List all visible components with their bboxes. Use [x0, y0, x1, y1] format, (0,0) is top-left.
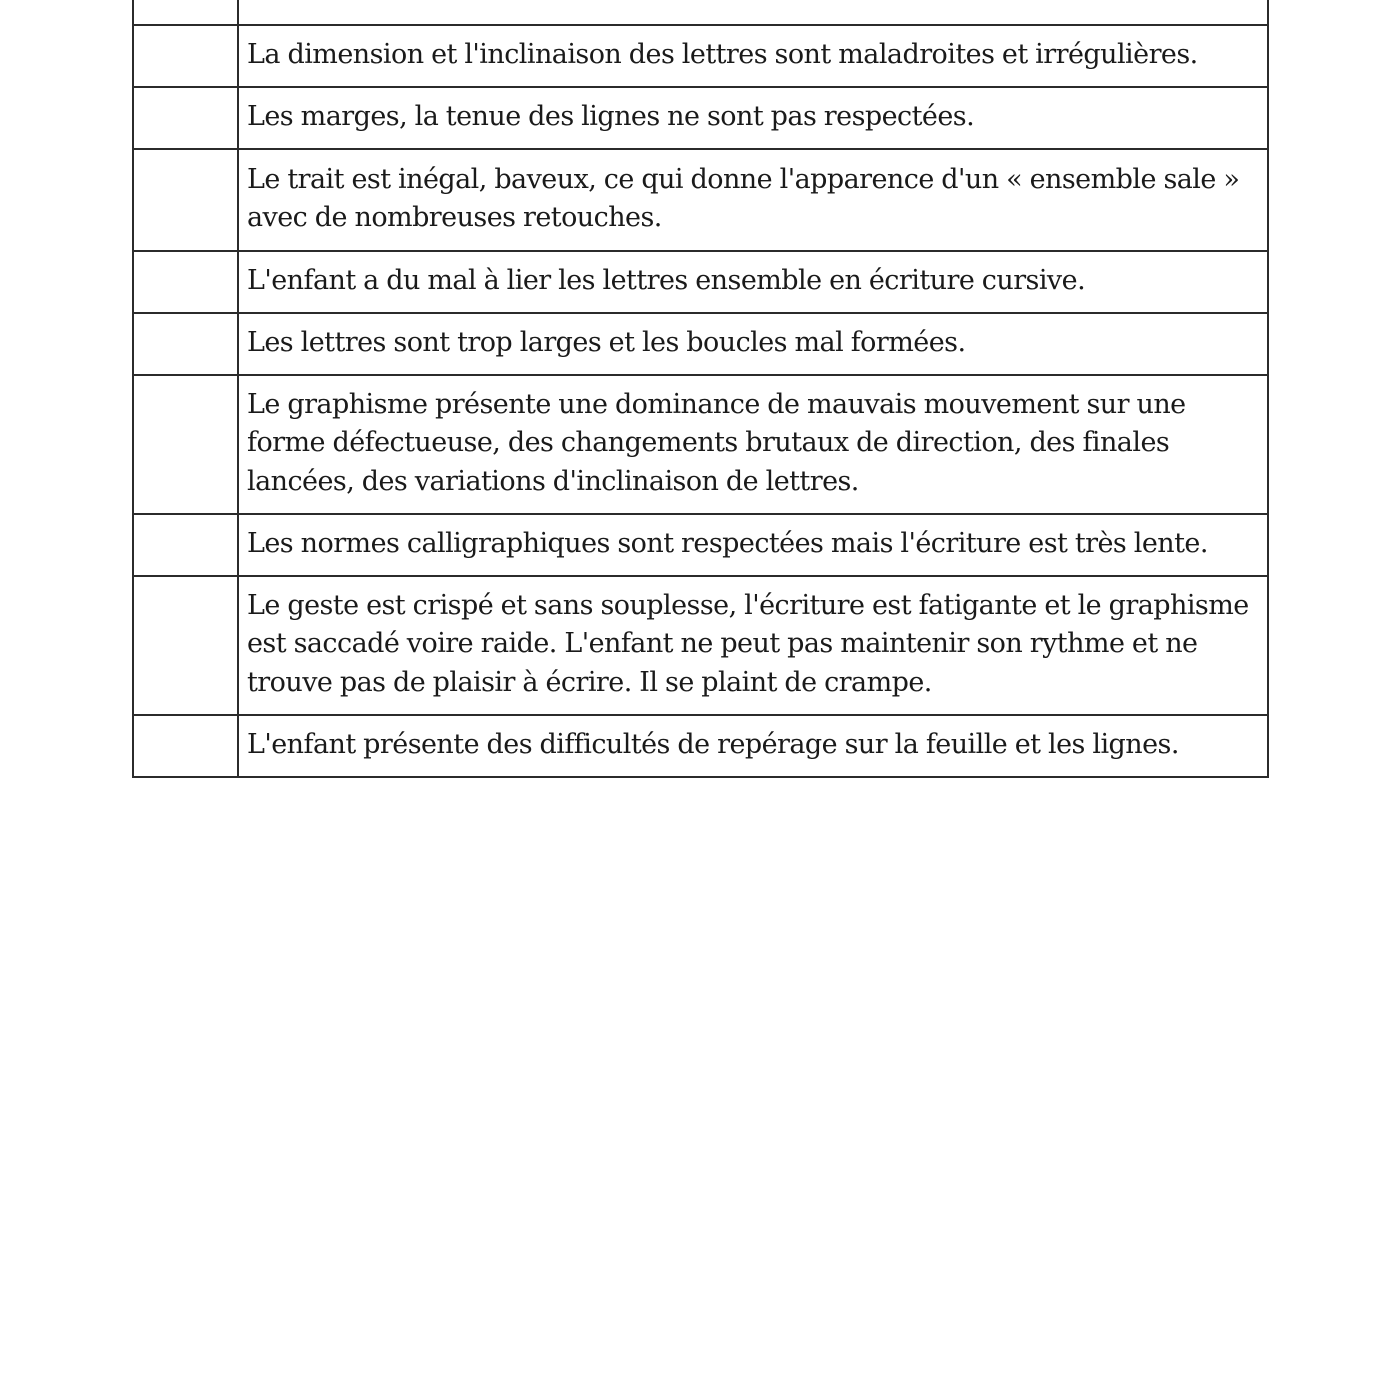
- checkbox-cell[interactable]: [133, 149, 238, 251]
- table-row: [133, 375, 1268, 514]
- table-row: [133, 149, 1268, 251]
- item-text: Le geste est crispé et sans souplesse, l'écriture est fatigante et le graphisme est saccadé voire raide. L'enfant ne peut pas maintenir son rythme et ne trouve pas de plaisir à écrire. Il se plaint de crampe.: [238, 576, 1268, 715]
- item-text: L'enfant a du mal à lier les lettres ensemble en écriture cursive.: [238, 251, 1268, 313]
- item-text: Les normes calligraphiques sont respectées mais l'écriture est très lente.: [238, 514, 1268, 576]
- table-row: [133, 514, 1268, 576]
- table-row: [133, 313, 1268, 375]
- checkbox-cell[interactable]: [133, 87, 238, 149]
- checkbox-cell[interactable]: [133, 0, 238, 25]
- item-text: Les lettres sont trop larges et les boucles mal formées.: [238, 313, 1268, 375]
- item-text: L'enfant présente des difficultés de repérage sur la feuille et les lignes.: [238, 715, 1268, 777]
- checkbox-cell[interactable]: [133, 251, 238, 313]
- symptom-checklist-table: [132, 0, 1269, 778]
- table-row: [133, 715, 1268, 777]
- checkbox-cell[interactable]: [133, 576, 238, 715]
- checkbox-cell[interactable]: [133, 375, 238, 514]
- checkbox-cell[interactable]: [133, 25, 238, 87]
- table-row: [133, 576, 1268, 715]
- item-text: Les marges, la tenue des lignes ne sont pas respectées.: [238, 87, 1268, 149]
- item-text: Le graphisme présente une dominance de mauvais mouvement sur une forme défectueuse, des changements brutaux de direction, des finales lancées, des variations d'inclinaison de lettres.: [238, 375, 1268, 514]
- checkbox-cell[interactable]: [133, 514, 238, 576]
- table-row: [133, 25, 1268, 87]
- table-row: [133, 0, 1268, 25]
- table-row: [133, 251, 1268, 313]
- item-text: La dimension et l'inclinaison des lettres sont maladroites et irrégulières.: [238, 25, 1268, 87]
- table-row: [133, 87, 1268, 149]
- checkbox-cell[interactable]: [133, 715, 238, 777]
- item-text: [238, 0, 1268, 25]
- item-text: Le trait est inégal, baveux, ce qui donne l'apparence d'un « ensemble sale » avec de nombreuses retouches.: [238, 149, 1268, 251]
- checkbox-cell[interactable]: [133, 313, 238, 375]
